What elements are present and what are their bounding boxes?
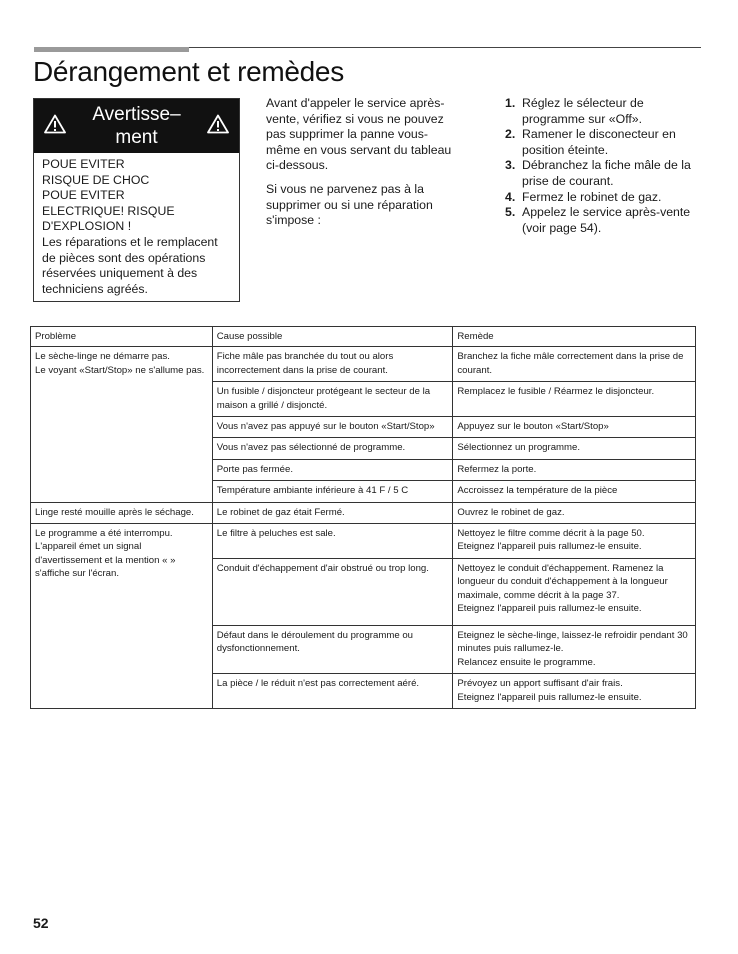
cause-cell: Vous n'avez pas appuyé sur le bouton «Start/Stop» xyxy=(212,417,453,438)
page-number: 52 xyxy=(33,915,49,931)
problem-cell xyxy=(31,347,213,502)
intro-paragraph: Si vous ne parvenez pas à la supprimer ou si une réparation s'impose : xyxy=(266,181,433,228)
remedy-cell xyxy=(453,524,696,559)
remedy-cell: Remplacez le fusible / Réarmez le disjoncteur. xyxy=(453,382,696,417)
column-header-cause: Cause possible xyxy=(212,327,453,347)
table-header-row xyxy=(31,327,696,347)
step-number: 4. xyxy=(505,189,516,204)
remedy-cell: Ouvrez le robinet de gaz. xyxy=(453,502,696,523)
warning-box xyxy=(33,98,240,302)
remedy-line: Nettoyez le filtre comme décrit à la page 50. xyxy=(457,528,645,540)
cause-cell: Le robinet de gaz était Fermé. xyxy=(212,502,453,523)
problem-line: Le sèche-linge ne démarre pas. xyxy=(35,351,170,363)
step-text: Ramener le disconecteur en position éteinte. xyxy=(522,127,676,157)
step-item xyxy=(505,158,705,189)
warning-title-line2: ment xyxy=(115,127,158,148)
problem-cell: Le programme a été interrompu. L'appareil émet un signal d'avertissement et la mention « » s'affiche sur l'écran. xyxy=(31,524,213,709)
cause-cell: Fiche mâle pas branchée du tout ou alors incorrectement dans la prise de courant. xyxy=(212,347,453,382)
header-accent-bar xyxy=(34,47,189,52)
steps-list xyxy=(505,96,705,236)
column-header-remedy: Remède xyxy=(453,327,696,347)
remedy-line: Eteignez le sèche-linge, laissez-le refroidir pendant 30 minutes puis rallumez-le. xyxy=(457,629,688,655)
cause-cell: Température ambiante inférieure à 41 F / 5 C xyxy=(212,481,453,502)
problem-cell: Linge resté mouille après le séchage. xyxy=(31,502,213,523)
warning-title xyxy=(76,103,197,149)
remedy-line: Eteignez l'appareil puis rallumez-le ensuite. xyxy=(457,541,642,553)
remedy-line: Eteignez l'appareil puis rallumez-le ensuite. xyxy=(457,691,642,703)
step-number: 5. xyxy=(505,205,516,220)
column-header-problem: Problème xyxy=(31,327,213,347)
remedy-cell: Branchez la fiche mâle correctement dans la prise de courant. xyxy=(453,347,696,382)
table-row xyxy=(31,502,696,523)
warning-triangle-icon xyxy=(44,114,66,134)
step-text: Fermez le robinet de gaz. xyxy=(522,189,662,204)
warning-line: POUE EVITER xyxy=(42,188,125,203)
remedy-cell: Refermez la porte. xyxy=(453,459,696,480)
step-item xyxy=(505,127,705,158)
step-number: 2. xyxy=(505,127,516,142)
remedy-cell xyxy=(453,674,696,709)
step-text: Débranchez la fiche mâle de la prise de courant. xyxy=(522,158,691,188)
step-item xyxy=(505,96,705,127)
troubleshooting-table xyxy=(30,326,696,709)
cause-cell: Un fusible / disjoncteur protégeant le secteur de la maison a grillé / disjoncté. xyxy=(212,382,453,417)
warning-text xyxy=(34,153,239,297)
warning-line: RISQUE DE CHOC xyxy=(42,172,150,187)
cause-cell: La pièce / le réduit n'est pas correctement aéré. xyxy=(212,674,453,709)
cause-cell: Vous n'avez pas sélectionné de programme. xyxy=(212,438,453,459)
remedy-cell: Accroissez la température de la pièce xyxy=(453,481,696,502)
remedy-cell: Appuyez sur le bouton «Start/Stop» xyxy=(453,417,696,438)
warning-line: POUE EVITER xyxy=(42,157,125,171)
page-title: Dérangement et remèdes xyxy=(33,56,344,87)
remedy-cell xyxy=(453,625,696,673)
warning-line: D'EXPLOSION ! xyxy=(42,219,132,234)
table-row xyxy=(31,524,696,559)
intro-paragraph: Avant d'appeler le service après-vente, vérifiez si vous ne pouvez pas supprimer la panne vous-même en vous servant du tableau ci-dessous. xyxy=(266,96,452,173)
step-number: 3. xyxy=(505,158,516,173)
intro-text xyxy=(266,96,456,237)
cause-cell: Porte pas fermée. xyxy=(212,459,453,480)
remedy-cell xyxy=(453,558,696,625)
step-item xyxy=(505,205,705,236)
warning-line: ELECTRIQUE! RISQUE xyxy=(42,203,175,218)
problem-line: Le voyant «Start/Stop» ne s'allume pas. xyxy=(35,364,205,376)
table-row xyxy=(31,347,696,382)
cause-cell: Conduit d'échappement d'air obstrué ou trop long. xyxy=(212,558,453,625)
remedy-cell: Sélectionnez un programme. xyxy=(453,438,696,459)
remedy-line: Relancez ensuite le programme. xyxy=(457,656,596,668)
warning-header xyxy=(34,99,239,153)
step-text: Réglez le sélecteur de programme sur «Off». xyxy=(522,96,644,126)
step-number: 1. xyxy=(505,96,516,110)
cause-cell: Défaut dans le déroulement du programme ou dysfonctionnement. xyxy=(212,625,453,673)
warning-triangle-icon xyxy=(207,114,229,134)
remedy-line: Nettoyez le conduit d'échappement. Ramenez la longueur du conduit d'échappement à la longueur maximale, comme décrit à la page 37. xyxy=(457,562,668,601)
warning-title-line1: Avertisse– xyxy=(92,104,181,125)
cause-cell: Le filtre à peluches est sale. xyxy=(212,524,453,559)
remedy-line: Prévoyez un apport suffisant d'air frais. xyxy=(457,678,623,690)
step-item xyxy=(505,190,705,206)
warning-line: Les réparations et le remplacent de pièces sont des opérations réservées uniquement à des techniciens agréés. xyxy=(42,234,218,296)
step-text: Appelez le service après-vente (voir page 54). xyxy=(522,205,691,235)
remedy-line: Eteignez l'appareil puis rallumez-le ensuite. xyxy=(457,603,642,615)
